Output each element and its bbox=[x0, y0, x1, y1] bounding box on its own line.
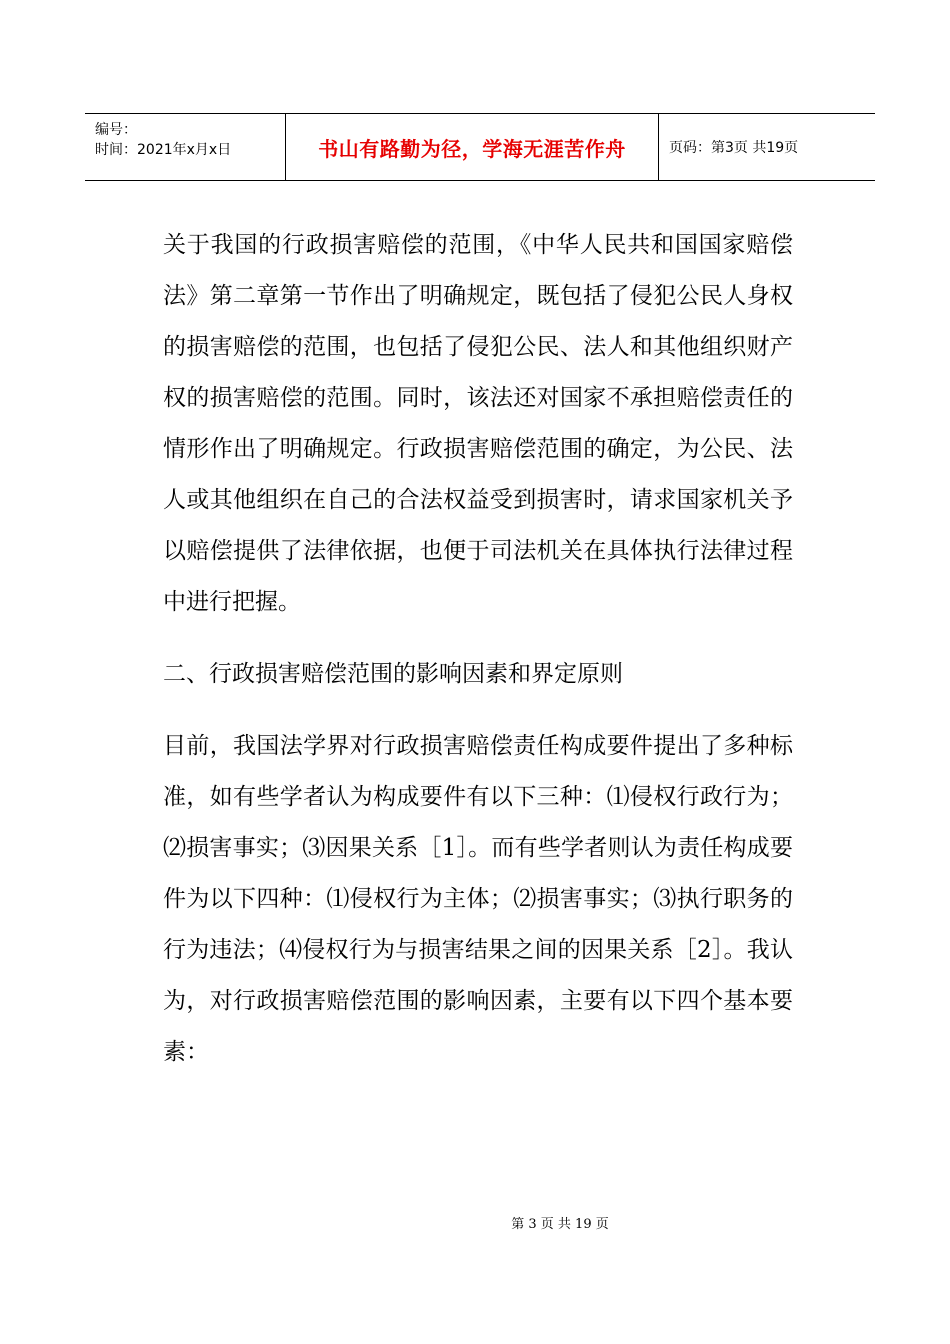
document-body bbox=[163, 220, 793, 1078]
header-page-info: 页码：第3页 共19页 bbox=[669, 140, 799, 156]
header-divider-right bbox=[658, 114, 659, 180]
header-motto: 书山有路勤为径，学海无涯苦作舟 bbox=[318, 136, 626, 161]
document-time-label: 时间：2021年x月x日 bbox=[95, 142, 232, 158]
page-footer: 第 3 页 共 19 页 bbox=[511, 1217, 609, 1232]
section-heading: 二、行政损害赔偿范围的影响因素和界定原则 bbox=[163, 661, 623, 687]
paragraph-liability-elements: 目前，我国法学界对行政损害赔偿责任构成要件提出了多种标准，如有些学者认为构成要件有以下三种：⑴侵权行政行为；⑵损害事实；⑶因果关系［1］。而有些学者则认为责任构成要件为以下四种：⑴侵权行为主体；⑵损害事实；⑶执行职务的行为违法；⑷侵权行为与损害结果之间的因果关系［2］。我认为，对行政损害赔偿范围的影响因素，主要有以下四个基本要素： bbox=[163, 733, 793, 1065]
document-number-label: 编号： bbox=[95, 122, 137, 138]
paragraph-scope-definition: 关于我国的行政损害赔偿的范围，《中华人民共和国国家赔偿法》第二章第一节作出了明确规定，既包括了侵犯公民人身权的损害赔偿的范围，也包括了侵犯公民、法人和其他组织财产权的损害赔偿的范围。同时，该法还对国家不承担赔偿责任的情形作出了明确规定。行政损害赔偿范围的确定，为公民、法人或其他组织在自己的合法权益受到损害时，请求国家机关予以赔偿提供了法律依据，也便于司法机关在具体执行法律过程中进行把握。 bbox=[163, 232, 793, 615]
page-header bbox=[85, 113, 875, 181]
header-meta bbox=[95, 120, 231, 160]
